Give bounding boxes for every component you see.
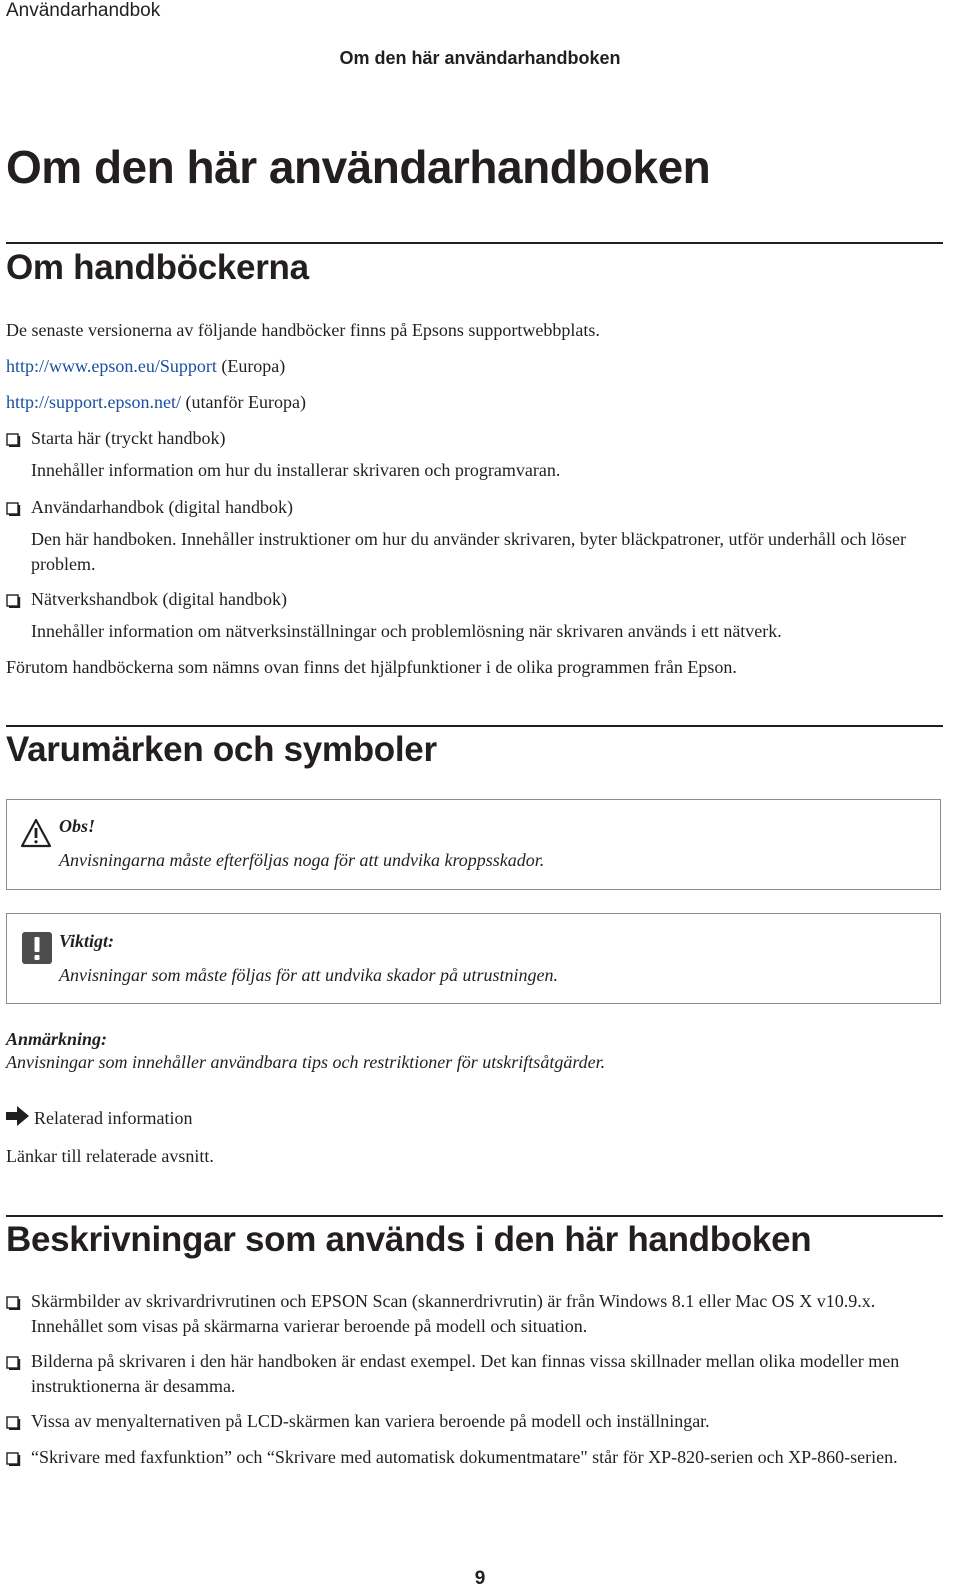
checkbox-bullet-icon bbox=[6, 1294, 22, 1310]
manual-item-title: Nätverkshandbok (digital handbok) bbox=[31, 589, 287, 609]
checkbox-bullet-icon bbox=[6, 431, 22, 447]
link-url[interactable]: http://www.epson.eu/Support bbox=[6, 356, 217, 376]
important-title: Viktigt: bbox=[59, 931, 115, 951]
manuals-intro: De senaste versionerna av följande handböcker finns på Epsons supportwebbplats. bbox=[6, 320, 600, 340]
description-item: Skärmbilder av skrivardrivrutinen och EPSON Scan (skannerdrivrutin) är från Windows 8.1 eller Mac OS X v10.9.x. Innehållet som visas på skärmarna varierar beroende på modell och situation. bbox=[31, 1291, 876, 1336]
link-suffix: (utanför Europa) bbox=[181, 392, 306, 412]
section-heading-manuals: Om handböckerna bbox=[6, 248, 309, 287]
manual-item-title: Starta här (tryckt handbok) bbox=[31, 428, 226, 448]
arrow-right-icon bbox=[6, 1105, 30, 1127]
support-link-global[interactable] bbox=[6, 390, 306, 415]
link-suffix: (Europa) bbox=[216, 356, 286, 376]
section-rule bbox=[6, 242, 943, 244]
important-box bbox=[6, 913, 941, 1004]
note-text: Anvisningar som innehåller användbara tips och restriktioner för utskriftsåtgärder. bbox=[6, 1052, 606, 1072]
caution-title: Obs! bbox=[59, 816, 96, 836]
manual-item-text: Den här handboken. Innehåller instruktioner om hur du använder skrivaren, byter bläckpatroner, utför underhåll och löser problem. bbox=[31, 529, 906, 574]
support-link-europe[interactable] bbox=[6, 354, 285, 379]
checkbox-bullet-icon bbox=[6, 1450, 22, 1466]
checkbox-bullet-icon bbox=[6, 1414, 22, 1430]
warning-triangle-icon bbox=[20, 818, 52, 848]
manual-item-text: Innehåller information om hur du installerar skrivaren och programvaran. bbox=[31, 460, 561, 480]
description-item: “Skrivare med faxfunktion” och “Skrivare med automatisk dokumentmatare" står för XP-820-serien och XP-860-serien. bbox=[31, 1447, 898, 1467]
note-title: Anmärkning: bbox=[6, 1029, 108, 1049]
caution-text: Anvisningarna måste efterföljas noga för att undvika kroppsskador. bbox=[59, 850, 545, 870]
manuals-outro: Förutom handböckerna som nämns ovan finns det hjälpfunktioner i de olika programmen från Epson. bbox=[6, 657, 737, 677]
chapter-header: Om den här användarhandboken bbox=[339, 48, 621, 68]
checkbox-bullet-icon bbox=[6, 1354, 22, 1370]
related-info-text: Länkar till relaterade avsnitt. bbox=[6, 1146, 214, 1166]
section-rule bbox=[6, 1215, 943, 1217]
link-url[interactable]: http://support.epson.net/ bbox=[6, 392, 181, 412]
section-heading-descriptions: Beskrivningar som används i den här handboken bbox=[6, 1220, 812, 1259]
section-heading-symbols: Varumärken och symboler bbox=[6, 730, 437, 769]
exclamation-icon bbox=[22, 932, 52, 964]
manual-item-text: Innehåller information om nätverksinställningar och problemlösning när skrivaren används i ett nätverk. bbox=[31, 621, 782, 641]
description-item: Vissa av menyalternativen på LCD-skärmen kan variera beroende på modell och inställningar. bbox=[31, 1411, 710, 1431]
checkbox-bullet-icon bbox=[6, 500, 22, 516]
caution-box bbox=[6, 799, 941, 890]
checkbox-bullet-icon bbox=[6, 592, 22, 608]
page-title: Om den här användarhandboken bbox=[6, 141, 711, 193]
page-number: 9 bbox=[474, 1568, 486, 1589]
section-rule bbox=[6, 725, 943, 727]
important-text: Anvisningar som måste följas för att undvika skador på utrustningen. bbox=[59, 965, 558, 985]
running-header: Användarhandbok bbox=[6, 0, 161, 21]
description-item: Bilderna på skrivaren i den här handboken är endast exempel. Det kan finnas vissa skillnader mellan olika modeller men instruktionerna är desamma. bbox=[31, 1351, 900, 1396]
manual-item-title: Användarhandbok (digital handbok) bbox=[31, 497, 293, 517]
related-info-title: Relaterad information bbox=[34, 1108, 193, 1128]
